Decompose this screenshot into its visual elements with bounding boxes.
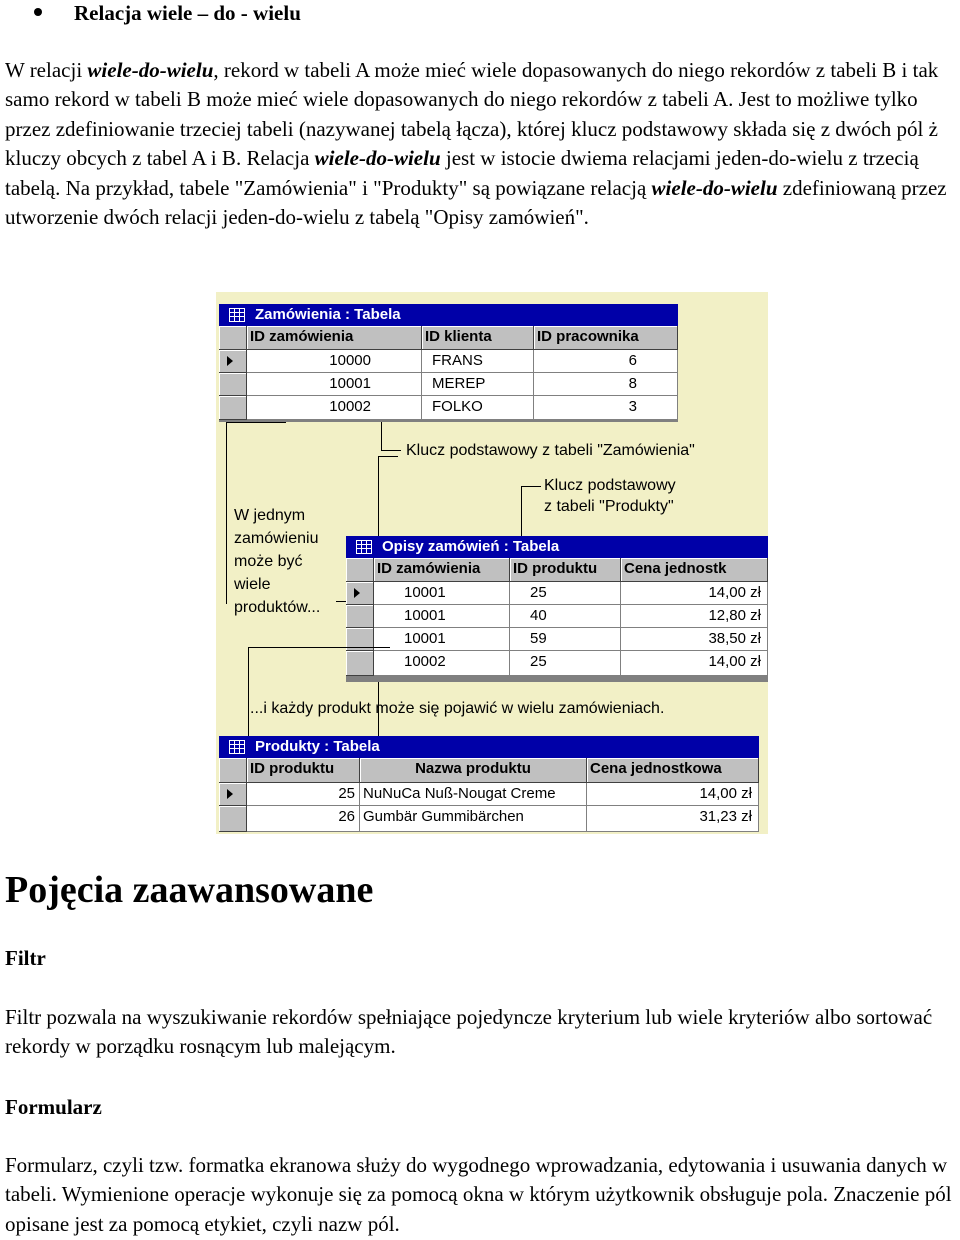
bullet-heading-text: Relacja wiele – do - wielu: [74, 1, 301, 25]
order-details-header-row: [346, 558, 768, 582]
table-cell[interactable]: 10000: [247, 350, 422, 373]
current-record-arrow-icon: [354, 588, 360, 598]
connector-line: [226, 422, 286, 423]
filter-heading: Filtr: [5, 946, 46, 970]
connector-line: [226, 422, 227, 604]
row-selector[interactable]: [346, 651, 374, 676]
table-cell[interactable]: 10002: [247, 396, 422, 420]
connector-line: [521, 486, 541, 487]
table-row[interactable]: [346, 582, 768, 605]
column-header[interactable]: ID pracownika: [534, 326, 678, 350]
orders-table-window: [219, 304, 678, 422]
table-cell[interactable]: 3: [534, 396, 678, 420]
products-header-row: [219, 758, 759, 783]
table-cell[interactable]: 10001: [247, 373, 422, 396]
products-table-window: [219, 736, 759, 832]
order-details-table-titlebar[interactable]: [346, 536, 768, 558]
form-heading: Formularz: [5, 1095, 102, 1119]
connector-line: [248, 647, 390, 648]
table-cell[interactable]: 14,00 zł: [587, 783, 759, 806]
table-cell[interactable]: 25: [510, 651, 621, 676]
row-selector[interactable]: [219, 396, 247, 420]
orders-table-grid: [219, 326, 678, 422]
table-cell[interactable]: FOLKO: [422, 396, 534, 420]
row-selector[interactable]: [346, 582, 374, 605]
column-header[interactable]: ID klienta: [422, 326, 534, 350]
table-cell[interactable]: 40: [510, 605, 621, 628]
intro-text-2: , rekord w tabeli A może mieć wiele dopasowanych do niego rekordów z tabeli B i tak samo rekord w tabeli B może mieć wiele dopasowanych do niego rekordów z tabeli A. Jest to możliwe tylko przez zdefiniowanie trzeciej tabeli (nazywanej tabelą łącza), której klucz podstawowy składa się z dwóch pól ż kluczy obcych z tabel A i B. Relacja: [5, 58, 939, 171]
table-cell[interactable]: 10001: [374, 605, 510, 628]
filter-paragraph: Filtr pozwala na wyszukiwanie rekordów spełniające pojedyncze kryterium lub wiele kryteriów albo sortować rekordy w porządku rosnącym lub malejącym.: [5, 1005, 933, 1059]
table-cell[interactable]: 25: [247, 783, 360, 806]
table-row[interactable]: [219, 350, 678, 373]
connector-line: [381, 450, 401, 451]
table-cell[interactable]: 26: [247, 806, 360, 832]
intro-emphasis-2: wiele-do-wielu: [314, 146, 441, 171]
table-row[interactable]: [346, 651, 768, 676]
table-cell[interactable]: FRANS: [422, 350, 534, 373]
orders-table-title: Zamówienia : Tabela: [255, 306, 401, 323]
table-cell[interactable]: 31,23 zł: [587, 806, 759, 832]
section-title: Pojęcia zaawansowane: [5, 869, 374, 911]
intro-text-1: W relacji: [5, 58, 88, 82]
table-cell[interactable]: 12,80 zł: [621, 605, 768, 628]
row-selector[interactable]: [219, 350, 247, 373]
intro-text-3: jest w istocie dwiema relacjami jeden-do-wielu z trzecią tabelą. Na przykład, tabele "Zamówienia" i "Produkty" są powiązane relacją: [5, 146, 919, 200]
label-each-product-many-orders: ...i każdy produkt może się pojawić w wielu zamówieniach.: [250, 700, 665, 717]
row-selector-header[interactable]: [219, 326, 247, 350]
relationship-figure: [216, 292, 768, 834]
order-details-table-grid: [346, 558, 768, 682]
connector-line: [378, 456, 398, 457]
row-selector[interactable]: [346, 605, 374, 628]
intro-text-4: zdefiniowaną przez utworzenie dwóch relacji jeden-do-wielu z tabelą "Opisy zamówień".: [5, 175, 947, 230]
label-primary-key-orders: Klucz podstawowy z tabeli "Zamówienia": [406, 442, 695, 459]
table-row[interactable]: [219, 783, 759, 806]
form-paragraph: Formularz, czyli tzw. formatka ekranowa służy do wygodnego wprowadzania, edytowania i usuwania danych w tabeli. Wymienione operacje wykonuje się za pomocą okna w którym użytkownik obsługuje pola. Znaczenie pól opisane jest za pomocą etykiet, czyli nazw pól.: [5, 1153, 952, 1236]
orders-header-row: [219, 326, 678, 350]
row-selector-header[interactable]: [219, 758, 247, 783]
row-selector-header[interactable]: [346, 558, 374, 582]
table-cell[interactable]: 10001: [374, 628, 510, 651]
row-selector[interactable]: [219, 783, 247, 806]
connector-line: [248, 647, 249, 737]
products-table-titlebar[interactable]: [219, 736, 759, 758]
column-header[interactable]: ID zamówienia: [247, 326, 422, 350]
column-header[interactable]: Cena jednostkowa: [587, 758, 759, 783]
orders-table-titlebar[interactable]: [219, 304, 678, 326]
table-cell[interactable]: 59: [510, 628, 621, 651]
table-row[interactable]: [219, 373, 678, 396]
table-cell[interactable]: 38,50 zł: [621, 628, 768, 651]
table-cell[interactable]: 14,00 zł: [621, 582, 768, 605]
current-record-arrow-icon: [227, 789, 233, 799]
label-primary-key-products: Klucz podstawowy z tabeli "Produkty": [544, 477, 676, 515]
table-icon: [229, 308, 245, 322]
table-cell[interactable]: Gumbär Gummibärchen: [360, 806, 587, 832]
table-icon: [356, 540, 372, 554]
order-details-table-title: Opisy zamówień : Tabela: [382, 538, 560, 555]
table-cell[interactable]: 25: [510, 582, 621, 605]
table-row[interactable]: [219, 396, 678, 420]
table-cell[interactable]: 14,00 zł: [621, 651, 768, 676]
column-header[interactable]: Cena jednostk: [621, 558, 768, 582]
table-row[interactable]: [346, 628, 768, 651]
current-record-arrow-icon: [227, 356, 233, 366]
column-header[interactable]: Nazwa produktu: [360, 758, 587, 783]
table-cell[interactable]: NuNuCa Nuß-Nougat Creme: [360, 783, 587, 806]
column-header[interactable]: ID produktu: [510, 558, 621, 582]
intro-emphasis-3: wiele-do-wielu: [651, 175, 778, 200]
column-header[interactable]: ID produktu: [247, 758, 360, 783]
table-row[interactable]: [219, 806, 759, 832]
products-table-grid: [219, 758, 759, 832]
column-header[interactable]: ID zamówienia: [374, 558, 510, 582]
table-cell[interactable]: MEREP: [422, 373, 534, 396]
bullet-dot-icon: [34, 8, 42, 16]
table-cell[interactable]: 6: [534, 350, 678, 373]
table-cell[interactable]: 10002: [374, 651, 510, 676]
bullet-heading: [34, 0, 301, 26]
order-details-table-window: [346, 536, 768, 682]
products-table-title: Produkty : Tabela: [255, 738, 380, 755]
intro-paragraph: [5, 56, 957, 232]
table-cell[interactable]: 8: [534, 373, 678, 396]
connector-line: [381, 422, 382, 450]
label-one-order-many-products: W jednym zamówieniu może być wiele produktów...: [234, 507, 321, 616]
row-selector[interactable]: [219, 373, 247, 396]
table-icon: [229, 740, 245, 754]
table-cell[interactable]: 10001: [374, 582, 510, 605]
row-selector[interactable]: [219, 806, 247, 832]
intro-emphasis-1: wiele-do-wielu: [87, 58, 214, 82]
table-row[interactable]: [346, 605, 768, 628]
